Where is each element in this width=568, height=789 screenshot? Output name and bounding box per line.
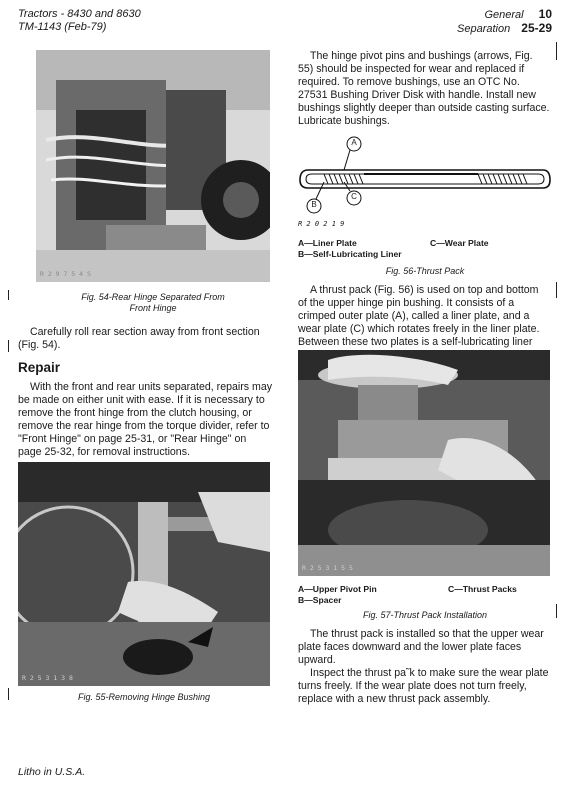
fig56-callout-c: C <box>351 192 357 201</box>
fig56-caption: Fig. 56-Thrust Pack <box>385 266 465 276</box>
fig57-legend-b: B—Spacer <box>298 595 342 605</box>
fig56-callout-b: B <box>311 200 317 209</box>
header-section: General <box>484 9 524 21</box>
fig55-photo-art <box>18 462 270 686</box>
fig55-caption: Fig. 55-Removing Hinge Bushing <box>77 692 211 702</box>
fig54-photo <box>36 50 270 282</box>
revision-bar <box>8 340 9 352</box>
fig54-caption-line1: Fig. 54-Rear Hinge Separated From <box>81 292 225 302</box>
fig56-legend <box>298 238 552 260</box>
paragraph-thrust-pack: A thrust pack (Fig. 56) is used on top and bottom of the upper hinge pin bushing. It consists of a crimped outer plate (A), called a liner plate, and a wear plate (C) which rotates freely in the liner plate. Between these two plates is a self-lubricating liner <box>298 284 540 348</box>
header-subsection: Separation <box>457 23 511 35</box>
header-page-number: 10 <box>538 7 552 21</box>
fig57-legend-a: A—Upper Pivot Pin <box>298 584 377 594</box>
header-manual-id: TM-1143 (Feb-79) <box>18 21 107 33</box>
repair-paragraph: With the front and rear units separated, repairs may be made on either unit with ease. If it is necessary to remove the front hinge from the clutch housing, or remove the rear hinge from the torque divider, refer to "Front Hinge" on page 25-31, or "Rear Hinge" on page 25-32, for removal instructions. <box>18 381 273 458</box>
fig56-legend-c: C—Wear Plate <box>430 238 489 248</box>
fig57-photo <box>298 350 550 576</box>
paragraph-thrust-installed: The thrust pack is installed so that the upper wear plate faces downward and the lower plate faces upward. <box>298 628 544 666</box>
fig55-photo <box>18 462 270 686</box>
paragraph-hinge-pins: The hinge pivot pins and bushings (arrows, Fig. 55) should be inspected for wear and replaced if required. To remove bushings, use an OTC No. 27531 Bushing Driver Disk with handle. Install new bushings slightly deeper than outside casting surface. Lubricate bushings. <box>298 50 550 127</box>
fig56-legend-b: B—Self-Lubricating Liner <box>298 249 402 259</box>
fig54-photo-id: R 2 9 7 5 4 S <box>40 270 91 278</box>
header-page-ref: 25-29 <box>521 21 552 35</box>
fig56-photo-id: R 2 0 2 1 9 <box>298 220 345 228</box>
paragraph-roll-rear: Carefully roll rear section away from front section (Fig. 54). <box>18 326 260 351</box>
repair-heading: Repair <box>18 360 61 375</box>
revision-bar <box>556 282 557 298</box>
fig54-caption-line2: Front Hinge <box>129 303 177 313</box>
header-right <box>440 8 552 36</box>
fig57-legend-c: C—Thrust Packs <box>448 584 517 594</box>
fig55-photo-id: R 2 5 3 1 3 8 <box>22 674 73 682</box>
paragraph-inspect-thrust: Inspect the thrust pa˜k to make sure the wear plate turns freely. If the wear plate does not turn freely, replace with a new thrust pack assembly. <box>298 667 549 705</box>
footer-litho: Litho in U.S.A. <box>18 766 86 778</box>
fig54-caption <box>36 292 270 314</box>
revision-bar <box>8 688 9 700</box>
fig57-legend <box>298 584 552 606</box>
fig56-legend-a: A—Liner Plate <box>298 238 357 248</box>
revision-bar <box>556 604 557 618</box>
fig57-caption: Fig. 57-Thrust Pack Installation <box>362 610 488 620</box>
fig56-callout-a: A <box>351 138 357 147</box>
header-model: Tractors - 8430 and 8630 <box>18 8 141 20</box>
revision-bar <box>556 42 557 60</box>
fig57-photo-id: R 2 5 3 1 5 5 <box>302 564 353 572</box>
revision-bar <box>8 290 9 300</box>
fig54-photo-art <box>36 50 270 282</box>
fig57-photo-art <box>298 350 550 576</box>
header-left <box>18 8 141 34</box>
fig56-diagram <box>298 132 552 232</box>
fig56-diagram-art <box>298 132 552 232</box>
